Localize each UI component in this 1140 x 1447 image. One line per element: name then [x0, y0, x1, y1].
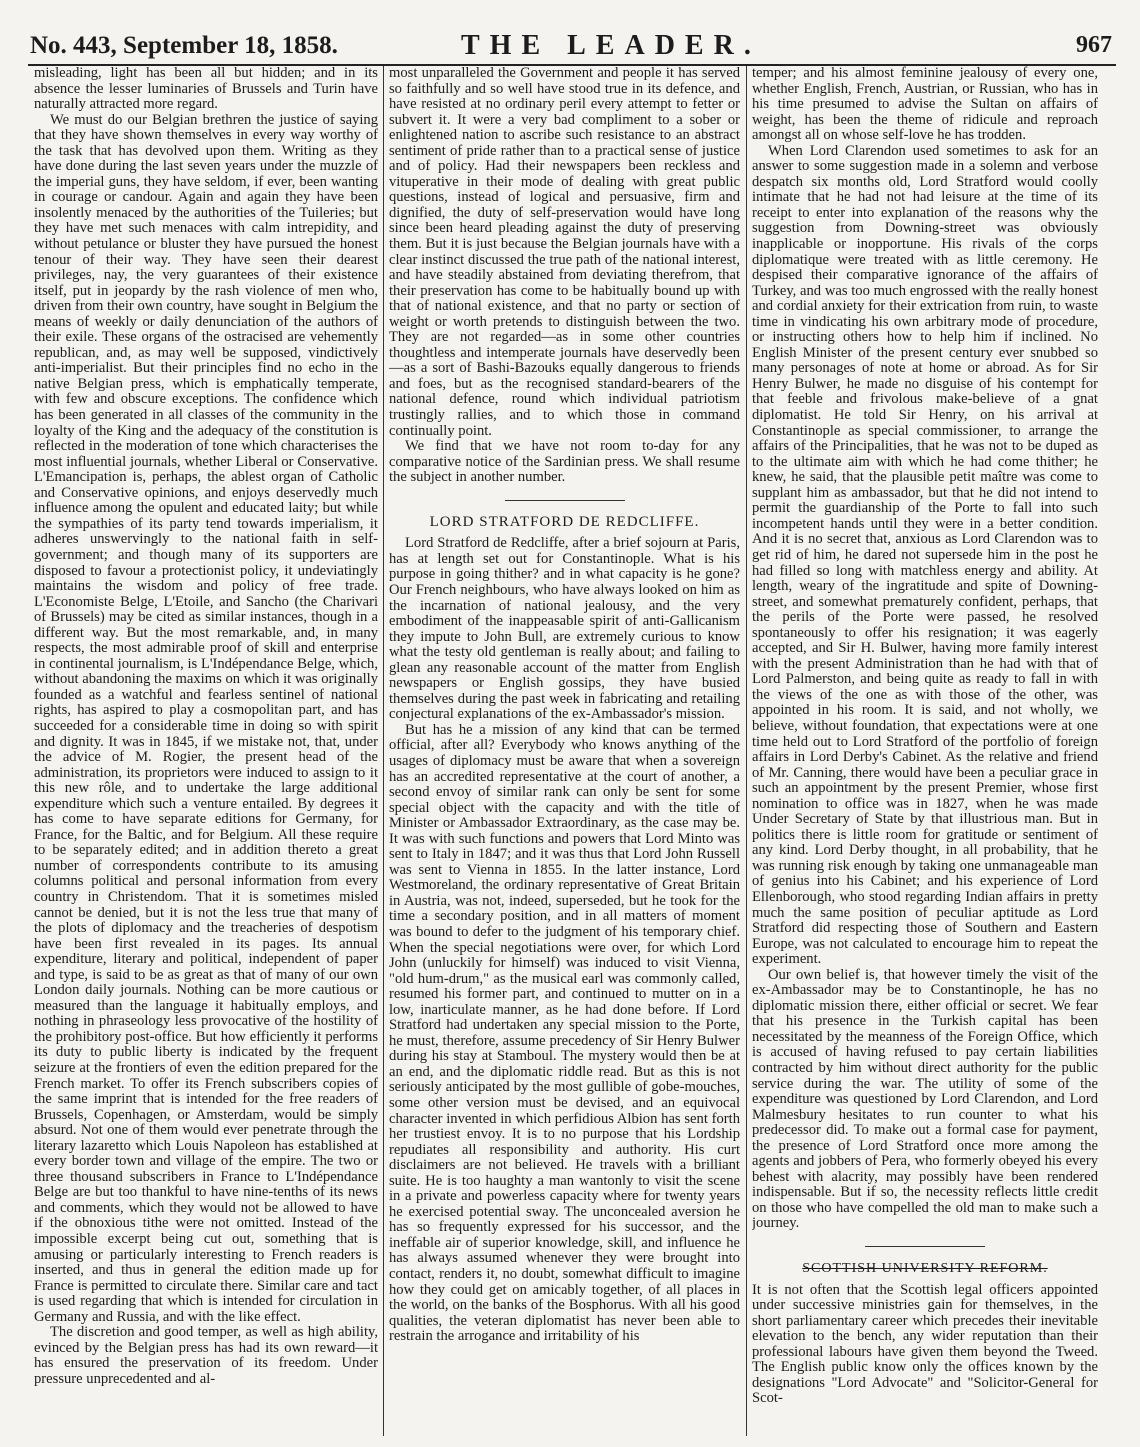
masthead	[28, 22, 1116, 66]
article-heading: LORD STRATFORD DE REDCLIFFE.	[429, 513, 700, 530]
paragraph: Lord Stratford de Redcliffe, after a brief sojourn at Paris, has at length set out for Constantinople. What is his purpose in going thither? and in what capacity is he gone? Our French neighbours, who have always looked on him as the incarnation of national jealousy, and the very embodiment of the inappeasable spirit of anti-Gallicanism they impute to John Bull, are extremely curious to know what the testy old gentleman is really about; and failing to glean any reasonable account of the matter from English newspapers or English gossips, they have busied themselves during the past week in fabricating and retailing conjectural explanations of the ex-Ambassador's mission.	[389, 535, 740, 723]
paragraph: The discretion and good temper, as well as high ability, evinced by the Belgian press has had its own reward—it has ensured the preservation of its freedom. Under pressure unprecedented and al-	[34, 1324, 378, 1387]
paragraph: We must do our Belgian brethren the justice of saying that they have shown themselves in every way worthy of the task that has devolved upon them. Writing as they have done during the last seven years under the muzzle of the imperial guns, they have seldom, if ever, been wanting in courage or candour. Again and again they have been insolently menaced by the authorities of the Tuileries; but they have met such menaces with calm intrepidity, and without petulance or bluster they have pursued the honest tenour of their way. They have seen their dearest privileges, nay, the very guarantees of their existence itself, put in jeopardy by the rash violence of men who, driven from their own country, have sought in Belgium the means of weekly or daily denunciation of the authors of their exile. These organs of the ostracised are vehemently republican, and, as may well be supposed, vindictively anti-imperialist. But their principles find no echo in the native Belgian press, which is emphatically temperate, with few and obscure exceptions. The confidence which has been generated in all classes of the community in the loyalty of the King and the adequacy of the constitution is reflected in the moderation of tone which characterises the most influential journals, whether Liberal or Conservative. L'Emancipation is, perhaps, the ablest organ of Catholic and Conservative opinions, and enjoys deservedly much influence among the opulent and educated laity; but while the sympathies of its party tend towards imperialism, it adheres unswervingly to the national faith in self-government; and though many of its supporters are disposed to favour a protectionist policy, it undeviatingly maintains the wisdom and policy of free trade. L'Economiste Belge, L'Etoile, and Sancho (the Charivari of Brussels) may be cited as similar instances, though in a different way. But the most remarkable, and, in many respects, the most admirable proof of skill and enterprise in continental journalism, is L'Indépendance Belge, which, without abandoning the maxims on which it was originally founded as a watchful and fearless sentinel of national rights, has aspired to play a cosmopolitan part, and has succeeded for a considerable time in doing so with spirit and dignity. It was in 1845, if we mistake not, that, under the advice of M. Rogier, the present head of the administration, its proprietors were induced to assign to it this new rôle, and to undertake the large additional expenditure which such a venture entailed. By degrees it has come to have separate editions for Germany, for France, for the Baltic, and for Belgium. All these require to be separately edited; and in addition thereto a great number of correspondents contribute to its amusing columns political and personal information from every country in Christendom. That it is sometimes misled cannot be denied, but it is not the less true that many of the plots of diplomacy and the treacheries of despotism have been first revealed in its pages. Its annual expenditure, literary and political, independent of paper and type, is said to be as great as that of many of our own London daily journals. Nothing can be more cautious or measured than the language it habitually employs, and nothing in phraseology less provocative of the hostility of the prohibitory post-office. But how efficiently it performs its duty to public liberty is indicated by the frequent seizure at the frontiers of even the edition prepared for the French market. To offer its French subscribers copies of the same imprint that is intended for the free readers of Brussels, Copenhagen, or Amsterdam, would be simply absurd. Not one of them would ever penetrate through the literary lazaretto which Louis Napoleon has established at every border town and village of the empire. The two or three thousand subscribers in France to L'Indépendance Belge are but too thankful to have nine-tenths of its news and comments, which they would not be allowed to have if the obnoxious tithe were not omitted. Instead of the impossible excerpt being cut out, something that is amusing or particularly interesting to French readers is inserted, and thus in general the edition made up for France is permitted to circulate there. Similar care and tact is used regarding that which is intended for circulation in Germany and Russia, and with the like effect.	[34, 111, 378, 1325]
column-1	[34, 66, 378, 1438]
paragraph: misleading, light has been all but hidden; and in its absence the lesser luminaries of Brussels and Turin have naturally attracted more regard.	[34, 66, 378, 113]
paragraph: most unparalleled the Government and people it has served so faithfully and so well have stood true in its defence, and have resisted at no ordinary peril every attempt to fetter or subvert it. It were a very bad compliment to a sober or enlightened nation to ascribe such resistance to an abstract sentiment of pride rather than to a practical sense of justice and of policy. Had their newspapers been reckless and vituperative in their mode of dealing with great public questions, instead of logical and persuasive, firm and dignified, the duty of self-preservation would have long since been heard pleading against the duty of preserving them. But it is just because the Belgian journals have with a clear instinct discussed the true path of the national interest, and have steadily abstained from deviating therefrom, that their preservation has come to be habitually bound up with that of national existence, and that no party or section of weight or worth pretends to distinguish between the two. They are not regarded—as in some other countries thoughtless and intemperate journals have deservedly been—as a sort of Bashi-Bazouks equally dangerous to friends and foes, but as the recognised standard-bearers of the national defence, round which individual patriotism trustingly rallies, and to which those in command continually point.	[389, 66, 740, 439]
paragraph: We find that we have not room to-day for any comparative notice of the Sardinian press. We shall resume the subject in another number.	[389, 438, 740, 486]
paragraph: temper; and his almost feminine jealousy of every one, whether English, French, Austrian, or Russian, who has in his time presumed to advise the Sultan on affairs of weight, has been the theme of ridicule and reproach amongst all on whose self-love he has trodden.	[752, 66, 1098, 144]
newspaper-title: THE LEADER.	[461, 30, 761, 61]
column-rule-1	[383, 66, 384, 1436]
paragraph: Our own belief is, that however timely the visit of the ex-Ambassador may be to Constantinople, he has no diplomatic mission there, either official or secret. We fear that his presence in the Turkish capital has been necessitated by the meanness of the Foreign Office, which is accused of having refused to pay certain liabilities contracted by him without direct authority for the public service during the war. The utility of some of the expenditure was questioned by Lord Clarendon, and Lord Malmesbury hesitates to run counter to what his predecessor did. To make out a formal case for payment, the presence of Lord Stratford once more among the agents and jobbers of Pera, who formerly obeyed his every behest with alacrity, may possibly have been rendered indispensable. But if so, the necessity reflects little credit on those who have compelled the old man to make such a journey.	[752, 966, 1098, 1232]
section-divider	[865, 1246, 985, 1247]
issue-line: No. 443, September 18, 1858.	[30, 32, 338, 59]
section-divider	[505, 500, 625, 501]
paragraph: It is not often that the Scottish legal officers appointed under successive ministries gain for themselves, in the short parliamentary career which precedes their inevitable elevation to the bench, any wider reputation than their professional labours have given them beyond the Tweed. The English public know only the offices known by the designations "Lord Advocate" and "Solicitor-General for Scot-	[752, 1281, 1098, 1407]
column-2	[389, 66, 740, 1438]
column-3	[752, 66, 1098, 1438]
column-rule-2	[746, 66, 747, 1436]
paragraph: But has he a mission of any kind that can be termed official, after all? Everybody who knows anything of the usages of diplomacy must be aware that when a sovereign has an accredited representative at the court of another, a second envoy of similar rank can only be sent for some special object with the capacity and with the title of Minister or Ambassador Extraordinary, as the case may be. It was with such functions and powers that Lord Minto was sent to Italy in 1847; and it was thus that Lord John Russell was sent to Vienna in 1855. In the latter instance, Lord Westmoreland, the ordinary representative of Great Britain in Austria, was not, indeed, superseded, but he took for the time a secondary position, and in all matters of moment was bound to defer to the judgment of his temporary chief. When the special negotiations were over, for which Lord John (unluckily for himself) was induced to visit Vienna, "old hum-drum," as the musical earl was commonly called, resumed his former part, and continued to mutter on in a low, inarticulate manner, as he had done before. If Lord Stratford had undertaken any special mission to the Porte, he must, therefore, assume precedency of Sir Henry Bulwer during his stay at Stamboul. The mystery would then be at an end, and the diplomatic riddle read. But as this is not seriously anticipated by the most gullible of gobe-mouches, some other version must be devised, and an equivocal character invented in which perfidious Albion has sent forth her trustiest envoy. It is to no purpose that his Lordship repudiates all responsibility and authority. His curt disclaimers are not believed. He travels with a brilliant suite. He is too haughty a man wantonly to visit the scene in a private and powerless capacity where for twenty years he exercised potential sway. The unconcealed aversion he has so frequently expressed for his successor, and the ineffable air of superior knowledge, skill, and influence he has always assumed whenever they were brought into contact, renders it, no doubt, somewhat difficult to imagine how they could get on amicably together, of all places in the world, on the banks of the Bosphorus. With all his good qualities, the veteran diplomatist has never been able to restrain the arrogance and irritability of his	[389, 721, 740, 1345]
paragraph: When Lord Clarendon used sometimes to ask for an answer to some suggestion made in a solemn and verbose despatch six months old, Lord Stratford would coolly intimate that he had not had leisure at the time of its receipt to enter into explanation of the reasons why the suggestion from Downing-street was obviously inapplicable or inopportune. His rivals of the corps diplomatique were treated with as little ceremony. He despised their comparative ignorance of the affairs of Turkey, and was too much engrossed with the really honest and cordial anxiety for their extrication from ruin, to waste time in vindicating his own arbitrary mode of procedure, or instructing others how to help him if inclined. No English Minister of the present century ever snubbed so many personages of note at home or abroad. As for Sir Henry Bulwer, he made no disguise of his contempt for that feeble and frivolous make-believe of a gnat diplomatist. He told Sir Henry, on his arrival at Constantinople as special commissioner, to arrange the affairs of the Principalities, that he was not to be duped as to the ultimate aim with which he had come thither; he knew, he said, that the plausible petit maître was come to supplant him as ambassador, but that he did not intend to permit the guardianship of the Porte to fall into such incompetent hands until they were in a better condition. And it is no secret that, anxious as Lord Clarendon was to get rid of him, he dared not supersede him in the post he had filled so long with matchless energy and ability. At length, weary of the ingratitude and spite of Downing-street, and somewhat prematurely confident, perhaps, that the perils of the Porte were passed, he resolved spontaneously to offer his resignation; it was eagerly accepted, and Sir H. Bulwer, having more family interest with the present Administration than he had with that of Lord Palmerston, and being quite as ready to fall in with the views of the one as with those of the other, was appointed in his room. It is said, and not wholly, we believe, without foundation, that expectations were at one time held out to Lord Stratford of the portfolio of foreign affairs in Lord Derby's Cabinet. As the relative and friend of Mr. Canning, there would have been a peculiar grace in such an appointment by the present Premier, whose first nomination to office was in 1827, when he was made Under Secretary of State by that illustrious man. But in politics there is little room for gratitude or sentiment of any kind. Lord Derby thought, in all probability, that he was running risk enough by taking one unmanageable man of genius into his Cabinet; and his experience of Lord Ellenborough, who stood regarding Indian affairs in pretty much the same position of peculiar aptitude as Lord Stratford did respecting those of Southern and Eastern Europe, was not calculated to encourage him to repeat the experiment.	[752, 142, 1098, 968]
article-heading: SCOTTISH UNIVERSITY REFORM.	[802, 1261, 1048, 1277]
page-number: 967	[1076, 32, 1112, 58]
